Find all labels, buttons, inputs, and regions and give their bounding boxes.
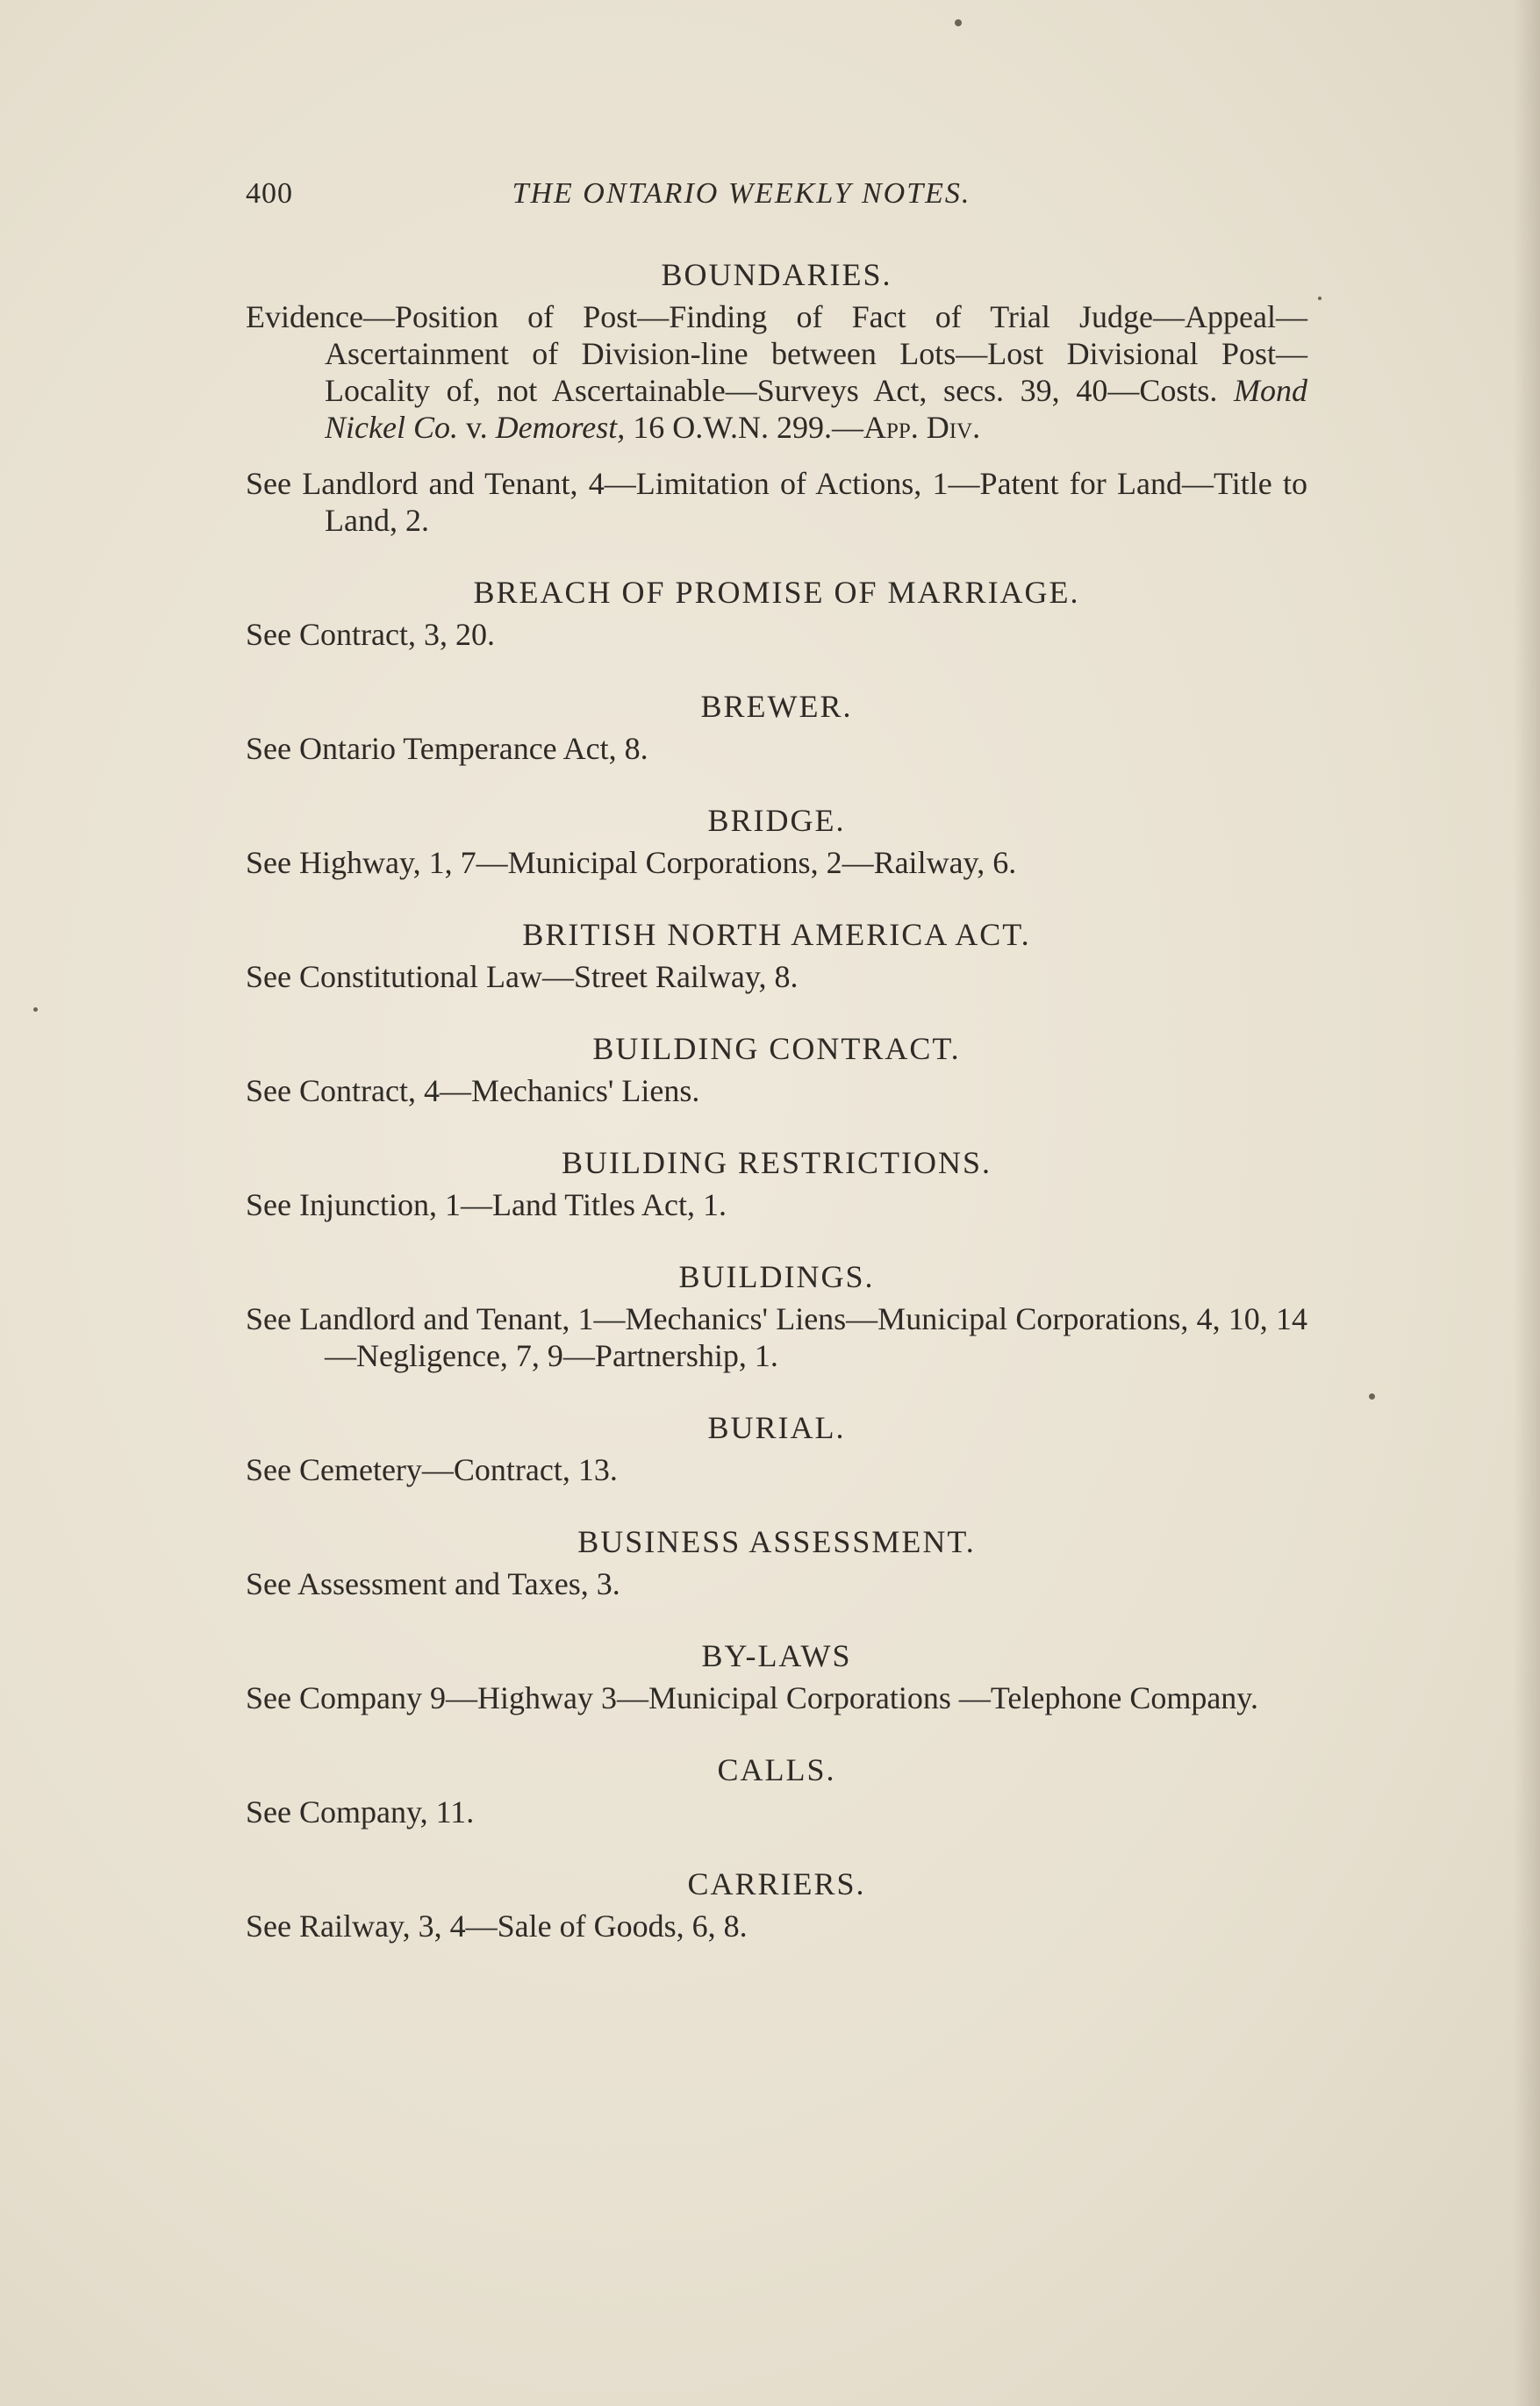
paper-speck: [33, 1007, 38, 1012]
index-section-building-contract: [246, 1030, 1307, 1109]
index-entry: See Highway, 1, 7—Municipal Corporations, 2—Railway, 6.: [246, 845, 1017, 880]
index-section-brewer: [246, 688, 1307, 767]
index-entry: See Ontario Temperance Act, 8.: [246, 731, 648, 766]
index-section-by-laws: [246, 1637, 1307, 1716]
index-entry: See Contract, 3, 20.: [246, 617, 495, 652]
section-heading: BOUNDARIES.: [661, 257, 892, 292]
section-heading: BRIDGE.: [707, 803, 846, 838]
index-section-buildings: [246, 1258, 1307, 1374]
index-entry: [246, 298, 1307, 446]
section-heading: BREWER.: [700, 689, 853, 724]
paper-speck: [955, 19, 962, 26]
section-heading: BUSINESS ASSESSMENT.: [577, 1524, 976, 1559]
entry-text: Evidence—Position of Post—Finding of Fact of Trial Judge—Appeal—Ascertainment of Division-line between Lots—Lost Divisional Post—Locality of, not Ascertainable—Surveys Act, secs. 39, 40—Costs.: [246, 299, 1307, 408]
case-name: Mond Nickel Co.: [325, 373, 1307, 445]
index-section-boundaries: [246, 256, 1307, 539]
page-header: [246, 177, 1237, 221]
paper-speck: [1318, 297, 1322, 300]
section-heading: BUILDING RESTRICTIONS.: [562, 1145, 992, 1180]
case-name-2: Demorest,: [495, 410, 626, 445]
index-entry: See Company 9—Highway 3—Municipal Corporations —Telephone Company.: [246, 1680, 1258, 1715]
index-entry: See Landlord and Tenant, 1—Mechanics' Liens—Municipal Corporations, 4, 10, 14—Negligence, 7, 9—Partnership, 1.: [246, 1301, 1307, 1373]
index-entry: See Company, 11.: [246, 1794, 475, 1830]
index-content: [246, 256, 1307, 1980]
entry-citation: 16 O.W.N. 299.—: [625, 410, 863, 445]
section-heading: BREACH OF PROMISE OF MARRIAGE.: [473, 575, 1080, 610]
section-heading: BUILDINGS.: [678, 1259, 875, 1294]
index-entry: See Landlord and Tenant, 4—Limitation of Actions, 1—Patent for Land—Title to Land, 2.: [246, 466, 1307, 538]
index-section-calls: [246, 1751, 1307, 1830]
court-name: App. Div.: [863, 410, 981, 445]
index-section-burial: [246, 1409, 1307, 1488]
section-heading: CALLS.: [717, 1752, 836, 1787]
page-number: 400: [246, 177, 293, 210]
section-heading: BUILDING CONTRACT.: [592, 1031, 961, 1066]
case-versus: v.: [457, 410, 496, 445]
index-entry: See Contract, 4—Mechanics' Liens.: [246, 1073, 700, 1108]
section-heading: BRITISH NORTH AMERICA ACT.: [522, 917, 1031, 952]
section-heading: CARRIERS.: [687, 1866, 866, 1901]
index-entry: See Assessment and Taxes, 3.: [246, 1566, 620, 1601]
index-section-building-restrictions: [246, 1144, 1307, 1223]
section-heading: BURIAL.: [707, 1410, 846, 1445]
section-heading: BY-LAWS: [701, 1638, 852, 1673]
running-title: THE ONTARIO WEEKLY NOTES.: [512, 177, 971, 210]
index-section-carriers: [246, 1865, 1307, 1944]
index-entry: See Injunction, 1—Land Titles Act, 1.: [246, 1187, 727, 1222]
index-entry: See Railway, 3, 4—Sale of Goods, 6, 8.: [246, 1908, 748, 1944]
index-entry: See Cemetery—Contract, 13.: [246, 1452, 618, 1487]
index-section-breach-of-promise: [246, 574, 1307, 653]
index-section-bna-act: [246, 916, 1307, 995]
index-section-business-assessment: [246, 1523, 1307, 1602]
index-entry: See Constitutional Law—Street Railway, 8.: [246, 959, 799, 994]
page-edge-shadow: [1514, 0, 1540, 2406]
paper-speck: [1369, 1393, 1375, 1400]
index-section-bridge: [246, 802, 1307, 881]
